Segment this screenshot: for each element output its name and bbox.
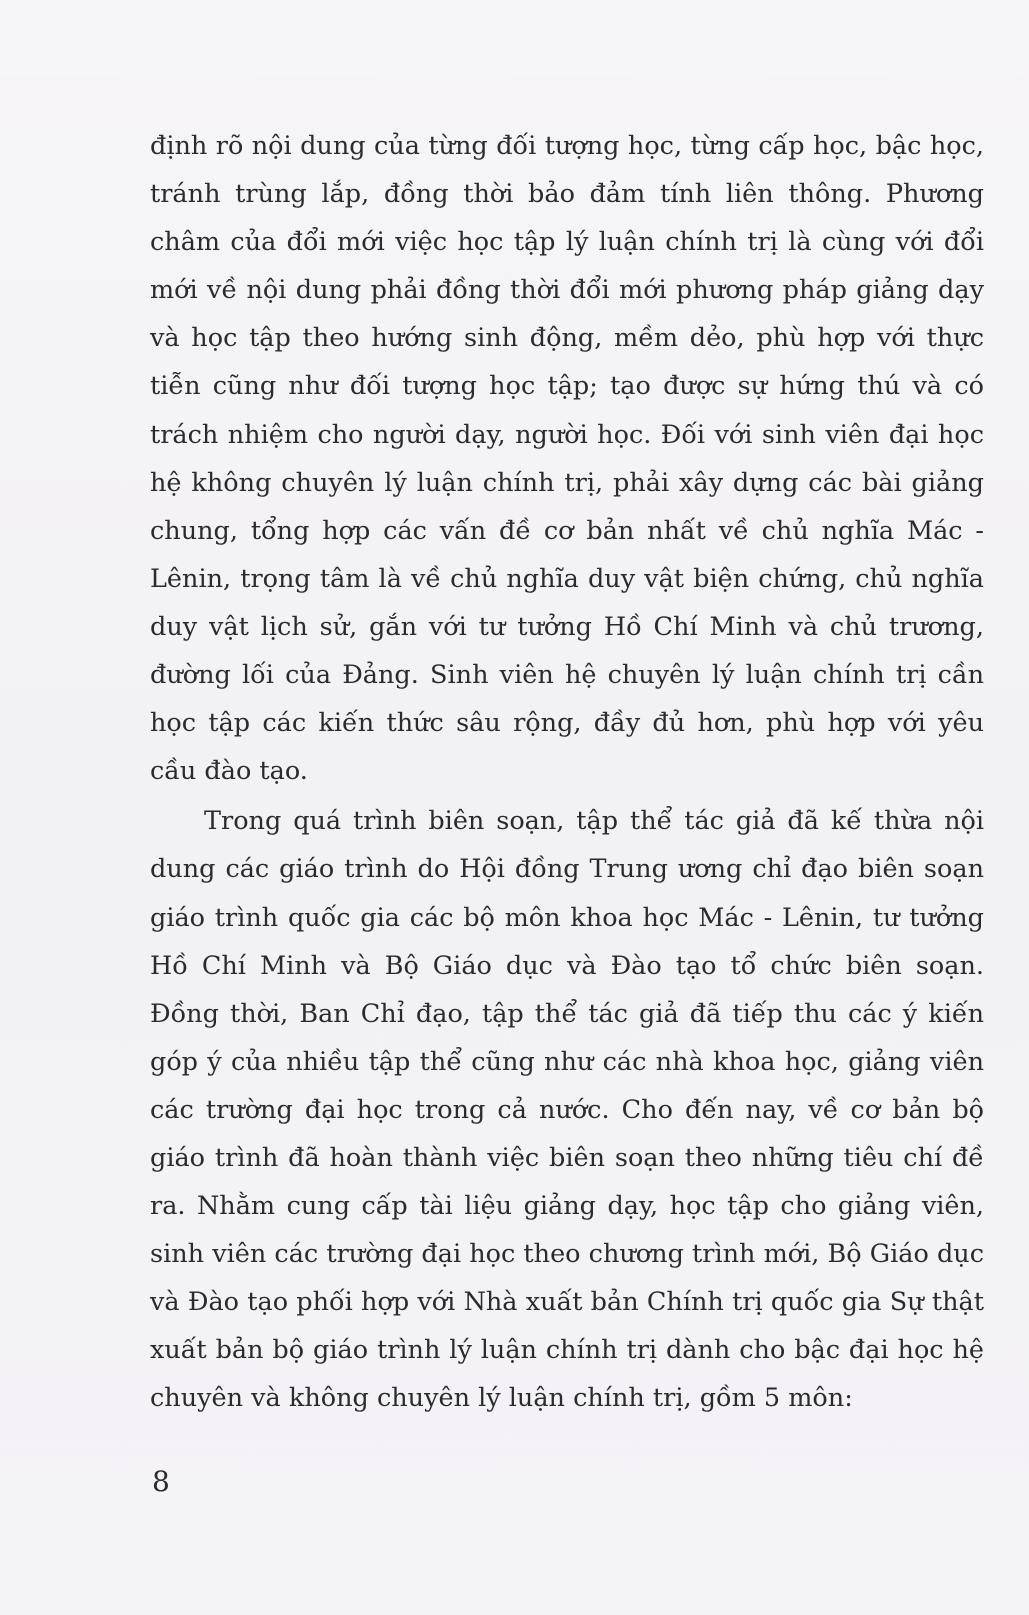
paragraph-1: định rõ nội dung của từng đối tượng học, từng cấp học, bậc học, tránh trùng lắp, đồng thời bảo đảm tính liên thông. Phương châm của đổi mới việc học tập lý luận chính trị là cùng với đổi mới về nội dung phải đồng thời đổi mới phương pháp giảng dạy và học tập theo hướng sinh động, mềm dẻo, phù hợp với thực tiễn cũng như đối tượng học tập; tạo được sự hứng thú và có trách nhiệm cho người dạy, người học. Đối với sinh viên đại học hệ không chuyên lý luận chính trị, phải xây dựng các bài giảng chung, tổng hợp các vấn đề cơ bản nhất về chủ nghĩa Mác - Lênin, trọng tâm là về chủ nghĩa duy vật biện chứng, chủ nghĩa duy vật lịch sử, gắn với tư tưởng Hồ Chí Minh và chủ trương, đường lối của Đảng. Sinh viên hệ chuyên lý luận chính trị cần học tập các kiến thức sâu rộng, đầy đủ hơn, phù hợp với yêu cầu đào tạo.	[150, 131, 984, 787]
page-number: 8	[152, 1465, 170, 1498]
paragraph-2: Trong quá trình biên soạn, tập thể tác giả đã kế thừa nội dung các giáo trình do Hội đồng Trung ương chỉ đạo biên soạn giáo trình quốc gia các bộ môn khoa học Mác - Lênin, tư tưởng Hồ Chí Minh và Bộ Giáo dục và Đào tạo tổ chức biên soạn. Đồng thời, Ban Chỉ đạo, tập thể tác giả đã tiếp thu các ý kiến góp ý của nhiều tập thể cũng như các nhà khoa học, giảng viên các trường đại học trong cả nước. Cho đến nay, về cơ bản bộ giáo trình đã hoàn thành việc biên soạn theo những tiêu chí đề ra. Nhằm cung cấp tài liệu giảng dạy, học tập cho giảng viên, sinh viên các trường đại học theo chương trình mới, Bộ Giáo dục và Đào tạo phối hợp với Nhà xuất bản Chính trị quốc gia Sự thật xuất bản bộ giáo trình lý luận chính trị dành cho bậc đại học hệ chuyên và không chuyên lý luận chính trị, gồm 5 môn:	[150, 806, 984, 1414]
body-text	[150, 122, 984, 1423]
